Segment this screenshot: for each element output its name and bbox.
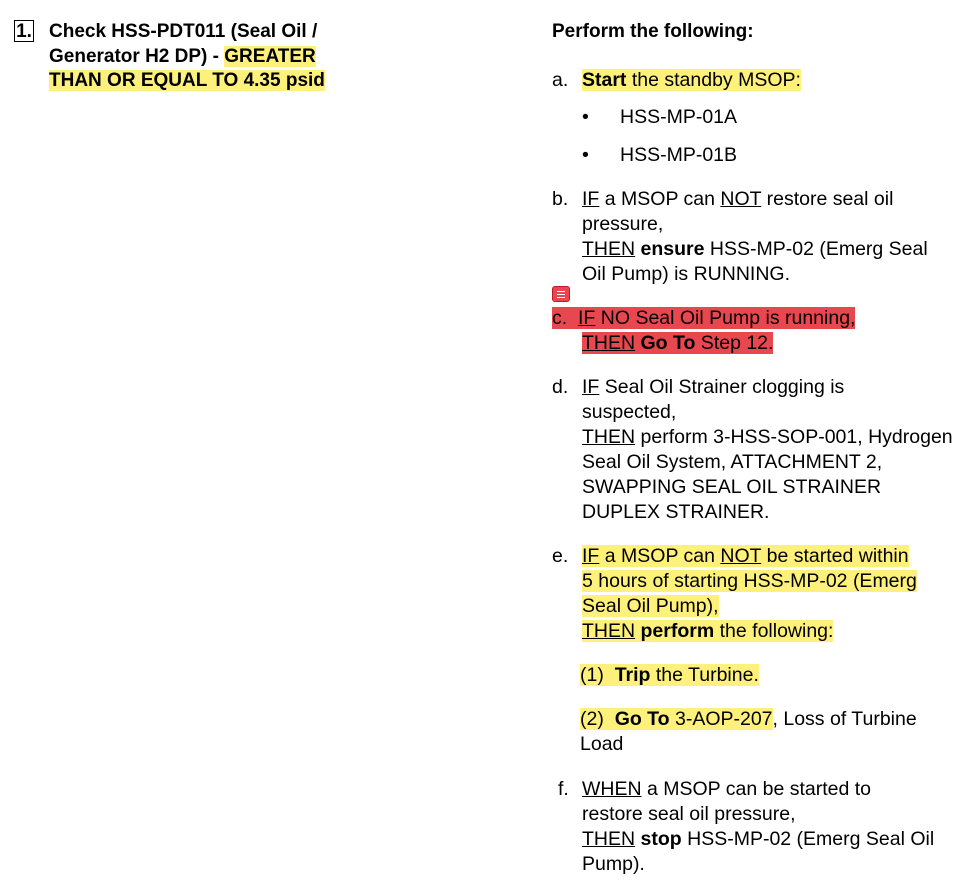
substep-e-2-text — [580, 707, 965, 757]
substep-text: , Loss of Turbine Load — [580, 708, 917, 755]
substep-c — [552, 306, 962, 356]
step-title-line2-text: Generator H2 DP) - — [49, 45, 225, 67]
substep-c-highlight — [552, 307, 855, 329]
substep-c-highlight-2 — [582, 332, 773, 354]
substep-content — [582, 544, 962, 644]
action-verb: Go To — [614, 708, 670, 730]
bullet-text: HSS-MP-01A — [620, 106, 738, 128]
substep-e-1 — [580, 663, 965, 688]
substep-text: Seal Oil Strainer clogging is suspected, — [582, 376, 845, 423]
step-number: 1. — [14, 20, 34, 42]
substep-content — [582, 187, 962, 287]
substep-letter: b. — [552, 188, 569, 210]
substep-d — [552, 375, 962, 525]
substep-e — [552, 544, 962, 644]
substep-d-action — [582, 425, 957, 525]
substep-content — [582, 777, 962, 877]
substep-text: the Turbine. — [650, 664, 759, 686]
substep-letter: f. — [558, 778, 569, 800]
logic-then: THEN — [582, 238, 636, 260]
substep-letter: a. — [552, 69, 569, 91]
substep-f — [552, 777, 962, 877]
bullet-text: HSS-MP-01B — [620, 144, 738, 166]
step-title — [49, 20, 379, 94]
substep-text: restore seal oil pressure, — [582, 188, 894, 235]
substep-d-condition — [582, 375, 892, 425]
substep-e-line1 — [582, 544, 962, 569]
substep-b — [552, 187, 962, 287]
substep-e-line3 — [582, 594, 962, 619]
action-verb: Start — [582, 69, 627, 91]
rnp-header: Perform the following: — [552, 21, 754, 42]
logic-not: NOT — [720, 188, 762, 210]
substep-text: NO Seal Oil Pump is running, — [595, 307, 856, 329]
substep-a — [552, 68, 962, 93]
bullet-dot-icon: • — [582, 144, 589, 166]
substep-number: (1) — [580, 664, 604, 686]
substep-text: a MSOP can — [599, 188, 721, 210]
substep-content — [582, 68, 962, 93]
logic-when: WHEN — [582, 778, 642, 800]
substep-a-highlight — [582, 69, 801, 91]
logic-then: THEN — [582, 828, 636, 850]
substep-e-2-highlight — [580, 708, 773, 730]
substep-text: a MSOP can — [599, 545, 721, 567]
logic-not: NOT — [720, 545, 762, 567]
substep-f-condition — [582, 777, 922, 827]
substep-text: HSS-MP-02 (Emerg Seal Oil Pump). — [582, 828, 935, 875]
step-title-line3 — [49, 69, 379, 94]
logic-then: THEN — [582, 332, 636, 354]
substep-text: 3-AOP-207 — [669, 708, 773, 730]
substep-e-line2 — [582, 569, 962, 594]
substep-number: (2) — [580, 708, 604, 730]
logic-if: IF — [582, 545, 600, 567]
action-verb: Trip — [614, 664, 651, 686]
substep-letter: c. — [552, 307, 568, 329]
substep-text: HSS-MP-02 (Emerg Seal Oil Pump) is RUNNING. — [582, 238, 928, 285]
substep-e-2 — [580, 707, 965, 757]
substep-content — [582, 375, 962, 525]
substep-text: a MSOP can be started to restore seal oil pressure, — [582, 778, 872, 825]
substep-c-line1 — [552, 307, 855, 329]
action-verb: stop — [635, 828, 682, 850]
step-title-line1: Check HSS-PDT011 (Seal Oil / — [49, 21, 318, 42]
substep-text: Step 12. — [695, 332, 774, 354]
substep-text: the standby MSOP: — [626, 69, 801, 91]
action-verb: ensure — [635, 238, 705, 260]
logic-if: IF — [578, 307, 596, 329]
substep-c-line2 — [582, 331, 962, 356]
substep-text: 5 hours of starting HSS-MP-02 (Emerg — [582, 570, 917, 592]
substep-letter: d. — [552, 376, 569, 398]
step-title-line2 — [49, 45, 379, 70]
action-verb: perform — [635, 620, 715, 642]
substep-text: the following: — [714, 620, 834, 642]
substep-e-1-highlight — [580, 664, 759, 686]
logic-if: IF — [582, 188, 600, 210]
substep-e-highlight-2 — [582, 620, 833, 642]
substep-text: perform 3-HSS-SOP-001, Hydrogen Seal Oil System, ATTACHMENT 2, SWAPPING SEAL OIL STRAINER DUPLEX STRAINER. — [582, 426, 953, 523]
substep-text: be started within — [761, 545, 909, 567]
action-verb: Go To — [635, 332, 696, 354]
bullet-dot-icon: • — [582, 106, 589, 128]
substep-b-condition — [582, 187, 942, 237]
substep-e-highlight — [582, 545, 909, 567]
logic-if: IF — [582, 376, 600, 398]
substep-letter: e. — [552, 545, 569, 567]
comment-icon[interactable] — [552, 286, 570, 302]
substep-f-action — [582, 827, 957, 877]
substep-e-line4 — [582, 619, 962, 644]
step-criterion-highlight: GREATER — [224, 45, 316, 67]
substep-text: Seal Oil Pump), — [582, 595, 719, 617]
logic-then: THEN — [582, 426, 636, 448]
substep-b-action — [582, 237, 942, 287]
logic-then: THEN — [582, 620, 636, 642]
step-criterion-highlight-2: THAN OR EQUAL TO 4.35 psid — [49, 70, 325, 91]
